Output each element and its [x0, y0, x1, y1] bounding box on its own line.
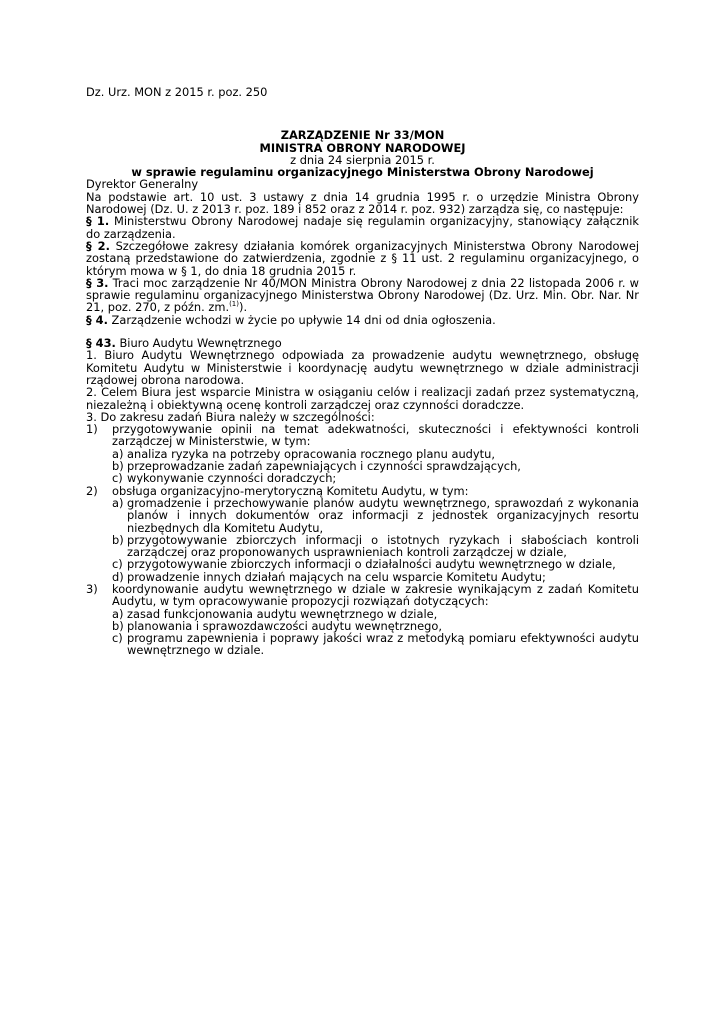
paragraph-2-text: Szczegółowe zakresy działania komórek organizacyjnych Ministerstwa Obrony Narodowej zostaną przedstawione do zatwierdzenia, zgodnie z § 11 ust. 2 regulaminu organizacyjnego, o którym mowa w § 1, do dnia 18 grudnia 2015 r. [86, 238, 639, 278]
sub-item-letter: c) [112, 557, 123, 572]
sub-item-text: wykonywanie czynności doradczych; [127, 471, 337, 486]
section-43-point-2: 2. Celem Biura jest wsparcie Ministra w osiąganiu celów i realizacji zadań przez systematyczną, niezależną i obiektywną ocenę kontroli zarządczej oraz czynności doradczze. [86, 385, 639, 412]
sub-item-text: przygotowywanie zbiorczych informacji o działalności audytu wewnętrznego w dziale, [127, 557, 616, 572]
paragraph-1-number: § 1. [86, 214, 110, 229]
section-43-number: § 43. [86, 336, 116, 351]
paragraph-4-number: § 4. [86, 312, 108, 327]
issuer: Dyrektor Generalny [86, 177, 199, 192]
section-43-point-1: 1. Biuro Audytu Wewnętrznego odpowiada za prowadzenie audytu wewnętrznego, obsługę Komitetu Audytu w Ministerstwie i koordynację audytu wewnętrznego w dziale administracji rządowej obrona narodowa. [86, 348, 639, 387]
paragraph-2 [86, 240, 639, 277]
sub-item [86, 632, 639, 657]
section-43-title: Biuro Audytu Wewnętrznego [115, 336, 282, 351]
list-item-number: 3) [86, 581, 98, 596]
list-item [86, 583, 639, 608]
sub-item-letter: c) [112, 631, 123, 646]
document-body [86, 86, 639, 657]
sub-item-text: przeprowadzanie zadań zapewniających i czynności sprawdzających, [127, 459, 521, 474]
paragraph-1 [86, 215, 639, 240]
paragraph-4 [86, 314, 639, 326]
sub-item-letter: a) [112, 495, 124, 510]
list-item-number: 2) [86, 483, 98, 498]
ordinance-date: z dnia 24 sierpnia 2015 r. [290, 152, 435, 167]
sub-item-text: gromadzenie i przechowywanie planów audytu wewnętrznego, sprawozdań z wykonania planów i innych dokumentów oraz informacji z jednostek organizacyjnych resortu niezbędnych dla Komitetu Audytu, [127, 495, 639, 535]
sub-item-text: zasad funkcjonowania audytu wewnętrznego w dziale, [127, 606, 438, 621]
section-43-point-3: 3. Do zakresu zadań Biura należy w szczególności: [86, 409, 375, 424]
sub-item [86, 558, 639, 570]
legal-basis: Na podstawie art. 10 ust. 3 ustawy z dnia 14 grudnia 1995 r. o urzędzie Ministra Obrony Narodowej (Dz. U. z 2013 r. poz. 189 i 852 oraz z 2014 r. poz. 932) zarządza się, co następuje: [86, 189, 639, 217]
footnote-ref: (1) [229, 300, 239, 309]
sub-item-text: planowania i sprawozdawczości audytu wewnętrznego, [127, 618, 442, 633]
sub-item-letter: b) [112, 459, 124, 474]
sub-item [86, 534, 639, 559]
sub-item-letter: b) [112, 532, 124, 547]
sub-item [86, 472, 639, 484]
list-item [86, 423, 639, 448]
ordinance-subject: w sprawie regulaminu organizacyjnego Ministerstwa Obrony Narodowej [131, 165, 594, 180]
ministry-title: MINISTRA OBRONY NARODOWEJ [259, 140, 466, 155]
sub-item-letter: b) [112, 618, 124, 633]
publication-reference: Dz. Urz. MON z 2015 r. poz. 250 [86, 85, 268, 99]
sub-item-letter: d) [112, 569, 124, 584]
paragraph-4-text: Zarządzenie wchodzi w życie po upływie 14 dni od dnia ogłoszenia. [107, 312, 496, 327]
paragraph-3-number: § 3. [86, 275, 109, 290]
paragraph-3-end: ). [239, 300, 248, 315]
paragraph-2-number: § 2. [86, 238, 110, 253]
sub-item-letter: c) [112, 471, 123, 486]
title-block [86, 129, 639, 178]
sub-item [86, 497, 639, 534]
sub-item-text: analiza ryzyka na potrzeby opracowania rocznego planu audytu, [127, 446, 495, 461]
paragraph-3 [86, 277, 639, 314]
sub-item-text: programu zapewnienia i poprawy jakości wraz z metodyką pomiaru efektywności audytu wewnętrznego w dziale. [127, 631, 639, 658]
sub-item-text: przygotowywanie zbiorczych informacji o istotnych ryzykach i słabościach kontroli zarządczej oraz proponowanych usprawnieniach kontroli zarządczej w dziale, [127, 532, 639, 560]
list-item-text: przygotowywanie opinii na temat adekwatności, skuteczności i efektywności kontroli zarządczej w Ministerstwie, w tym: [112, 422, 639, 449]
list-item-text: koordynowanie audytu wewnętrznego w dziale w zakresie wynikającym z zadań Komitetu Audytu, w tym opracowywanie propozycji rozwiązań dotyczących: [112, 581, 639, 609]
paragraph-1-text: Ministerstwu Obrony Narodowej nadaje się regulamin organizacyjny, stanowiący załącznik do zarządzenia. [86, 214, 639, 241]
list-item-text: obsługa organizacyjno-merytoryczną Komitetu Audytu, w tym: [112, 483, 469, 498]
sub-item-letter: a) [112, 446, 124, 461]
sub-item-text: prowadzenie innych działań mających na celu wsparcie Komitetu Audytu; [127, 569, 546, 584]
paragraph-3-text: Traci moc zarządzenie Nr 40/MON Ministra Obrony Narodowej z dnia 22 listopada 2006 r. w sprawie regulaminu organizacyjnego Ministerstwa Obrony Narodowej (Dz. Urz. Min. Obr. Nar. Nr 21, poz. 270, z późn. zm. [86, 275, 639, 315]
ordinance-title: ZARZĄDZENIE Nr 33/MON [280, 128, 445, 143]
sub-item-letter: a) [112, 606, 124, 621]
list-item-number: 1) [86, 422, 98, 437]
